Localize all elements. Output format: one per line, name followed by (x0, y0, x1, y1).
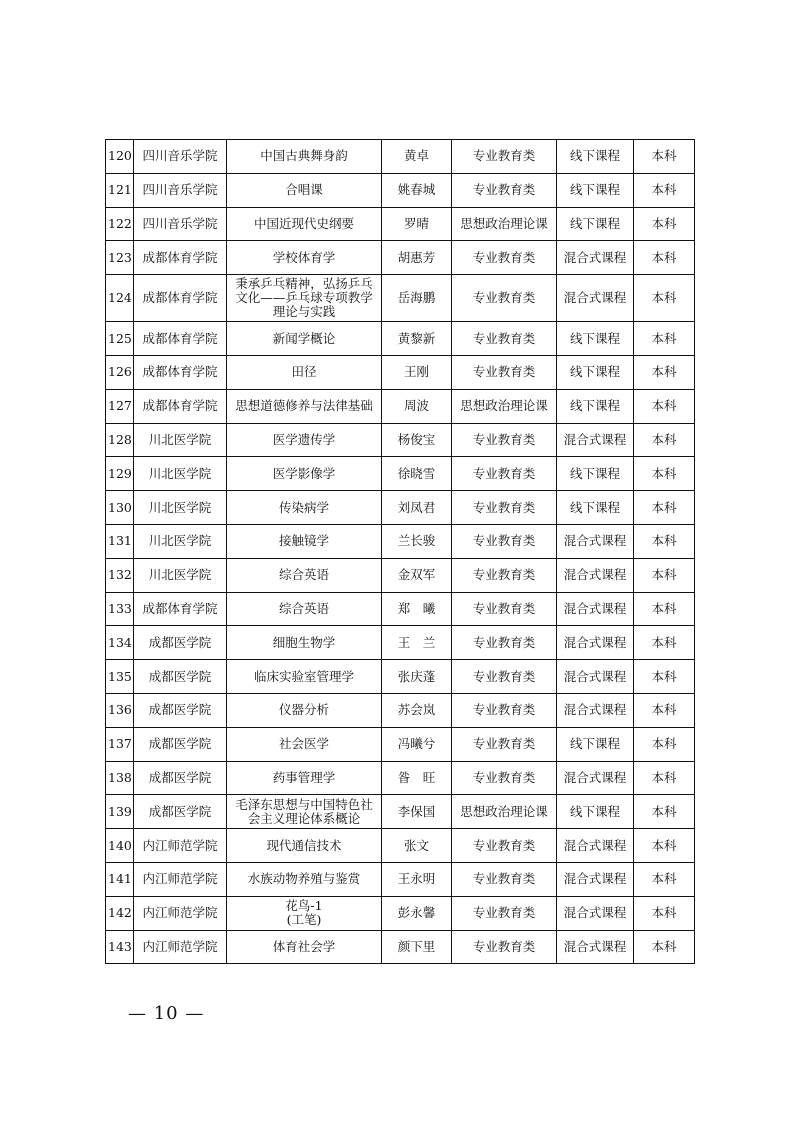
cell-category: 专业教育类 (452, 829, 557, 863)
cell-course: 临床实验室管理学 (227, 660, 382, 694)
cell-category: 专业教育类 (452, 727, 557, 761)
cell-teacher: 胡惠芳 (382, 241, 452, 275)
cell-no: 129 (106, 457, 134, 491)
cell-level: 本科 (634, 389, 695, 423)
cell-school: 成都医学院 (134, 761, 227, 795)
table-row (106, 355, 695, 389)
cell-teacher: 昝 旺 (382, 761, 452, 795)
table-row (106, 592, 695, 626)
cell-level: 本科 (634, 275, 695, 322)
cell-teacher: 张文 (382, 829, 452, 863)
cell-no: 141 (106, 862, 134, 896)
cell-school: 成都体育学院 (134, 275, 227, 322)
page-number: — 10 — (128, 1003, 205, 1024)
cell-teacher: 王 兰 (382, 626, 452, 660)
cell-category: 专业教育类 (452, 660, 557, 694)
cell-level: 本科 (634, 626, 695, 660)
cell-teacher: 张庆蓬 (382, 660, 452, 694)
cell-school: 成都体育学院 (134, 389, 227, 423)
cell-level: 本科 (634, 829, 695, 863)
cell-course: 体育社会学 (227, 930, 382, 964)
cell-category: 专业教育类 (452, 761, 557, 795)
cell-category: 专业教育类 (452, 457, 557, 491)
cell-teacher: 颜下里 (382, 930, 452, 964)
cell-mode: 混合式课程 (557, 241, 634, 275)
cell-category: 思想政治理论课 (452, 389, 557, 423)
cell-category: 专业教育类 (452, 896, 557, 930)
cell-course: 社会医学 (227, 727, 382, 761)
cell-level: 本科 (634, 558, 695, 592)
cell-level: 本科 (634, 241, 695, 275)
table-row (106, 491, 695, 525)
cell-level: 本科 (634, 761, 695, 795)
cell-level: 本科 (634, 457, 695, 491)
cell-course: 合唱课 (227, 173, 382, 207)
cell-category: 专业教育类 (452, 693, 557, 727)
cell-course: 医学遗传学 (227, 423, 382, 457)
cell-school: 成都体育学院 (134, 355, 227, 389)
cell-teacher: 郑 曦 (382, 592, 452, 626)
cell-school: 川北医学院 (134, 457, 227, 491)
cell-teacher: 王刚 (382, 355, 452, 389)
cell-no: 131 (106, 524, 134, 558)
cell-school: 成都医学院 (134, 693, 227, 727)
cell-mode: 混合式课程 (557, 626, 634, 660)
cell-level: 本科 (634, 423, 695, 457)
cell-no: 122 (106, 207, 134, 241)
cell-mode: 线下课程 (557, 727, 634, 761)
cell-course: 现代通信技术 (227, 829, 382, 863)
table-row (106, 207, 695, 241)
cell-teacher: 刘凤君 (382, 491, 452, 525)
table-row (106, 727, 695, 761)
cell-teacher: 冯曦兮 (382, 727, 452, 761)
cell-no: 125 (106, 322, 134, 356)
cell-teacher: 杨俊宝 (382, 423, 452, 457)
cell-teacher: 王永明 (382, 862, 452, 896)
cell-mode: 线下课程 (557, 173, 634, 207)
cell-category: 专业教育类 (452, 491, 557, 525)
cell-no: 139 (106, 795, 134, 829)
cell-school: 成都体育学院 (134, 322, 227, 356)
cell-course: 接触镜学 (227, 524, 382, 558)
cell-mode: 线下课程 (557, 389, 634, 423)
cell-school: 成都医学院 (134, 795, 227, 829)
cell-teacher: 周波 (382, 389, 452, 423)
cell-category: 专业教育类 (452, 241, 557, 275)
cell-no: 120 (106, 140, 134, 174)
cell-teacher: 金双军 (382, 558, 452, 592)
cell-teacher: 徐晓雪 (382, 457, 452, 491)
cell-teacher: 李保国 (382, 795, 452, 829)
cell-mode: 混合式课程 (557, 592, 634, 626)
cell-level: 本科 (634, 524, 695, 558)
cell-level: 本科 (634, 322, 695, 356)
cell-course: 医学影像学 (227, 457, 382, 491)
cell-teacher: 黄黎新 (382, 322, 452, 356)
table-row (106, 558, 695, 592)
cell-school: 成都医学院 (134, 660, 227, 694)
table-row (106, 423, 695, 457)
cell-school: 成都医学院 (134, 727, 227, 761)
cell-category: 专业教育类 (452, 558, 557, 592)
table-row (106, 322, 695, 356)
cell-category: 专业教育类 (452, 322, 557, 356)
cell-level: 本科 (634, 592, 695, 626)
table-row (106, 275, 695, 322)
table-row (106, 795, 695, 829)
cell-course: 水族动物养殖与鉴赏 (227, 862, 382, 896)
cell-teacher: 苏会岚 (382, 693, 452, 727)
cell-category: 专业教育类 (452, 862, 557, 896)
cell-mode: 线下课程 (557, 491, 634, 525)
cell-mode: 线下课程 (557, 322, 634, 356)
table-row (106, 761, 695, 795)
cell-mode: 线下课程 (557, 457, 634, 491)
cell-course: 仪器分析 (227, 693, 382, 727)
cell-mode: 混合式课程 (557, 660, 634, 694)
cell-no: 140 (106, 829, 134, 863)
cell-category: 专业教育类 (452, 524, 557, 558)
cell-school: 内江师范学院 (134, 930, 227, 964)
cell-course: 细胞生物学 (227, 626, 382, 660)
cell-mode: 混合式课程 (557, 275, 634, 322)
cell-school: 内江师范学院 (134, 829, 227, 863)
cell-level: 本科 (634, 491, 695, 525)
cell-course: 毛泽东思想与中国特色社 会主义理论体系概论 (227, 795, 382, 829)
cell-mode: 混合式课程 (557, 896, 634, 930)
table-row (106, 389, 695, 423)
cell-no: 137 (106, 727, 134, 761)
cell-course: 花鸟-1 (工笔) (227, 896, 382, 930)
table-row (106, 896, 695, 930)
cell-school: 内江师范学院 (134, 896, 227, 930)
cell-school: 四川音乐学院 (134, 207, 227, 241)
cell-no: 143 (106, 930, 134, 964)
cell-teacher: 黄卓 (382, 140, 452, 174)
cell-course: 秉承乒乓精神，弘扬乒乓 文化——乒乓球专项教学 理论与实践 (227, 275, 382, 322)
cell-level: 本科 (634, 930, 695, 964)
cell-course: 中国古典舞身韵 (227, 140, 382, 174)
cell-mode: 线下课程 (557, 140, 634, 174)
cell-level: 本科 (634, 795, 695, 829)
cell-course: 思想道德修养与法律基础 (227, 389, 382, 423)
cell-teacher: 彭永馨 (382, 896, 452, 930)
cell-course: 中国近现代史纲要 (227, 207, 382, 241)
cell-no: 142 (106, 896, 134, 930)
cell-category: 专业教育类 (452, 626, 557, 660)
cell-school: 四川音乐学院 (134, 173, 227, 207)
cell-category: 专业教育类 (452, 355, 557, 389)
cell-level: 本科 (634, 727, 695, 761)
cell-category: 专业教育类 (452, 275, 557, 322)
cell-school: 成都体育学院 (134, 592, 227, 626)
cell-mode: 线下课程 (557, 207, 634, 241)
cell-category: 专业教育类 (452, 930, 557, 964)
cell-level: 本科 (634, 355, 695, 389)
table-row (106, 457, 695, 491)
table-row (106, 140, 695, 174)
cell-mode: 混合式课程 (557, 524, 634, 558)
cell-category: 专业教育类 (452, 140, 557, 174)
cell-no: 126 (106, 355, 134, 389)
cell-no: 133 (106, 592, 134, 626)
cell-no: 130 (106, 491, 134, 525)
cell-mode: 线下课程 (557, 795, 634, 829)
table-row (106, 241, 695, 275)
table-body (106, 140, 695, 964)
cell-course: 学校体育学 (227, 241, 382, 275)
cell-teacher: 姚春城 (382, 173, 452, 207)
cell-school: 内江师范学院 (134, 862, 227, 896)
cell-no: 135 (106, 660, 134, 694)
cell-no: 128 (106, 423, 134, 457)
cell-course: 综合英语 (227, 592, 382, 626)
cell-course: 新闻学概论 (227, 322, 382, 356)
cell-mode: 混合式课程 (557, 693, 634, 727)
cell-teacher: 岳海鹏 (382, 275, 452, 322)
course-table (105, 139, 695, 964)
cell-no: 127 (106, 389, 134, 423)
table-row (106, 930, 695, 964)
cell-school: 成都医学院 (134, 626, 227, 660)
cell-no: 124 (106, 275, 134, 322)
cell-course: 传染病学 (227, 491, 382, 525)
cell-teacher: 兰长骏 (382, 524, 452, 558)
cell-no: 138 (106, 761, 134, 795)
cell-level: 本科 (634, 660, 695, 694)
cell-school: 川北医学院 (134, 524, 227, 558)
cell-no: 134 (106, 626, 134, 660)
table-row (106, 862, 695, 896)
cell-category: 专业教育类 (452, 592, 557, 626)
table-row (106, 173, 695, 207)
cell-school: 川北医学院 (134, 491, 227, 525)
cell-mode: 混合式课程 (557, 829, 634, 863)
cell-level: 本科 (634, 862, 695, 896)
cell-teacher: 罗晴 (382, 207, 452, 241)
cell-no: 132 (106, 558, 134, 592)
table-row (106, 524, 695, 558)
table-row (106, 626, 695, 660)
table-row (106, 660, 695, 694)
cell-course: 田径 (227, 355, 382, 389)
table-row (106, 693, 695, 727)
cell-category: 思想政治理论课 (452, 207, 557, 241)
cell-mode: 混合式课程 (557, 930, 634, 964)
cell-school: 四川音乐学院 (134, 140, 227, 174)
cell-mode: 混合式课程 (557, 761, 634, 795)
cell-school: 成都体育学院 (134, 241, 227, 275)
cell-category: 专业教育类 (452, 173, 557, 207)
cell-level: 本科 (634, 207, 695, 241)
cell-course: 药事管理学 (227, 761, 382, 795)
cell-school: 川北医学院 (134, 558, 227, 592)
cell-mode: 线下课程 (557, 355, 634, 389)
cell-level: 本科 (634, 173, 695, 207)
cell-level: 本科 (634, 140, 695, 174)
cell-no: 121 (106, 173, 134, 207)
cell-category: 专业教育类 (452, 423, 557, 457)
cell-level: 本科 (634, 693, 695, 727)
cell-mode: 混合式课程 (557, 558, 634, 592)
cell-no: 136 (106, 693, 134, 727)
cell-mode: 混合式课程 (557, 423, 634, 457)
table-row (106, 829, 695, 863)
cell-mode: 混合式课程 (557, 862, 634, 896)
cell-school: 川北医学院 (134, 423, 227, 457)
cell-course: 综合英语 (227, 558, 382, 592)
cell-no: 123 (106, 241, 134, 275)
cell-level: 本科 (634, 896, 695, 930)
cell-category: 思想政治理论课 (452, 795, 557, 829)
